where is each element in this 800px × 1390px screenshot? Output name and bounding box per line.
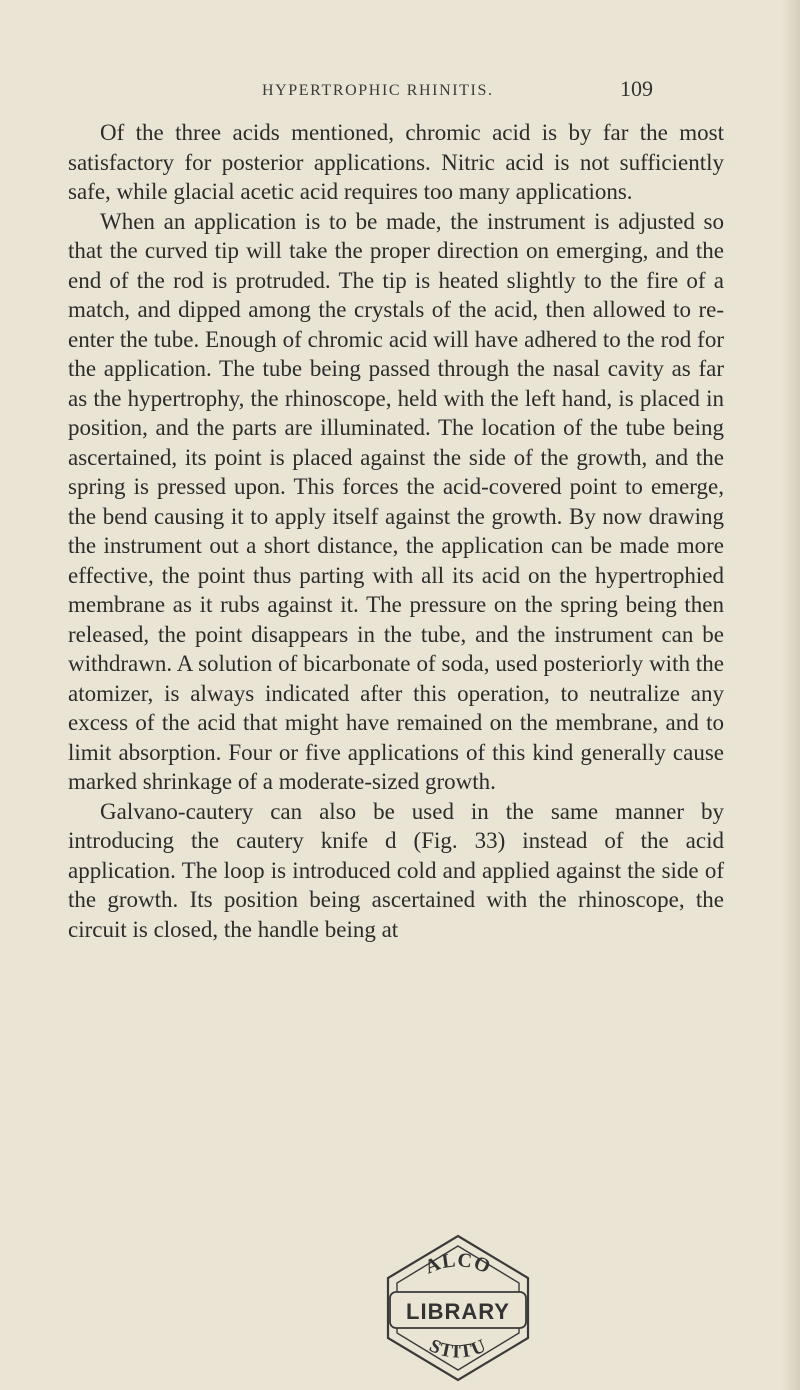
page-edge-shadow: [782, 0, 800, 1390]
stamp-bottom-text: STITU: [426, 1335, 490, 1363]
library-stamp: [378, 1232, 538, 1384]
running-head: [70, 70, 730, 106]
svg-text:ALCO: [422, 1249, 494, 1278]
paragraph-application-procedure: When an application is to be made, the instrument is adjusted so that the curved tip will take the proper direction on emerging, and the end of the rod is protruded. The tip is heated slightly to the fire of a match, and dipped among the crystals of the acid, then allowed to re-enter the tube. Enough of chromic acid will have adhered to the rod for the application. The tube being passed through the nasal cavity as far as the hypertrophy, the rhinoscope, held with the left hand, is placed in position, and the parts are illuminated. The location of the tube being ascertained, its point is placed against the side of the growth, and the spring is pressed upon. This forces the acid-covered point to emerge, the bend causing it to apply itself against the growth. By now drawing the instrument out a short distance, the application can be made more effective, the point thus parting with all its acid on the hypertrophied membrane as it rubs against it. The pressure on the spring being then released, the point disappears in the tube, and the instrument can be withdrawn. A solution of bicarbonate of soda, used posteriorly with the atomizer, is always indicated after this operation, to neutralize any excess of the acid that might have remained on the membrane, and to limit absorption. Four or five applications of this kind generally cause marked shrinkage of a moderate-sized growth.: [68, 208, 724, 794]
running-title: HYPERTROPHIC RHINITIS.: [262, 82, 494, 99]
paragraph-acids: Of the three acids mentioned, chromic acid is by far the most satisfactory for posterior applications. Nitric acid is not sufficiently safe, while glacial acetic acid requires too many applications.: [68, 120, 724, 204]
stamp-label: LIBRARY: [406, 1299, 510, 1324]
svg-text:STITU: [426, 1335, 490, 1362]
page-number: 109: [620, 76, 653, 101]
stamp-top-text: ALCO: [421, 1249, 495, 1279]
body-text: [68, 118, 724, 944]
paragraph-galvano-cautery: Galvano-cautery can also be used in the same manner by introducing the cautery knife d (Fig. 33) instead of the acid application. The loop is introduced cold and applied against the side of the growth. Its position being ascertained with the rhinoscope, the circuit is closed, the handle being at: [68, 798, 724, 942]
